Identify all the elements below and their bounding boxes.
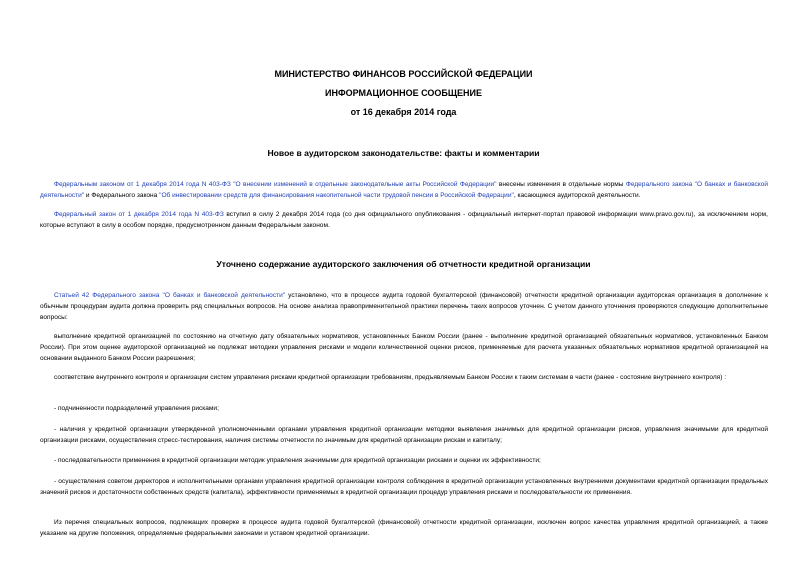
list-item: - последовательности применения в кредитной организации методик управления значимыми для кредитной организации рисками и оценки их эффективности;	[54, 457, 541, 464]
list-item: соответствие внутреннего контроля и организации систем управления рисками кредитной организации требованиям, предъявляемым Банком России к таким системам в части (ранее - состояние внутреннего контроля) :	[54, 374, 727, 381]
paragraph-text: установлено, что в процессе аудита годовой бухгалтерской (финансовой) отчетности кредитной организации аудиторская организация в дополнение к обычным процедурам аудита должна проверить ряд специальных вопросов. На основе анализа правоприменительной практики перечень таких вопросов уточнен. С учетом данного уточнения проверяются следующие дополнительные вопросы:	[40, 292, 768, 321]
law-403-link-2[interactable]: Федеральный закон от 1 декабря 2014 года N 403-ФЗ	[54, 211, 224, 218]
list-item: - наличия у кредитной организации утвержденной уполномоченными органами управления кредитной организации методики выявления значимых для кредитной организации рисков, управления значимыми для кредитной организации рисками, осуществления стресс-тестирования, наличия системы отчетности по значимым для кредитной организации рискам и капиталу;	[40, 426, 768, 444]
paragraph-text: и Федерального закона	[84, 192, 160, 199]
paragraph-text: вступил в силу 2 декабря 2014 года (со дня официального опубликования - официальный интернет-портал правовой информации www.pravo.gov.ru), за исключением норм, которые вступают в силу в особом порядке, предусмотренном данным Федеральным законом.	[40, 211, 768, 229]
ministry-heading: МИНИСТЕРСТВО ФИНАНСОВ РОССИЙСКОЙ ФЕДЕРАЦИИ	[274, 69, 533, 79]
section-title-2: Уточнено содержание аудиторского заключения об отчетности кредитной организации	[216, 259, 591, 269]
section1-paragraph-2	[40, 209, 768, 231]
section-title-1: Новое в аудиторском законодательстве: факты и комментарии	[267, 148, 540, 158]
paragraph-text: внесены изменения в отдельные нормы	[496, 181, 626, 188]
pension-law-link[interactable]: "Об инвестировании средств для финансирования накопительной части трудовой пенсии в Российской Федерации"	[159, 192, 514, 199]
section1-paragraph-1	[40, 179, 768, 201]
section2-paragraph-1	[40, 290, 768, 323]
document-type: ИНФОРМАЦИОННОЕ СООБЩЕНИЕ	[325, 88, 482, 98]
article-42-link[interactable]: Статьей 42 Федерального закона "О банках и банковской деятельности"	[54, 292, 286, 299]
law-403-link[interactable]: Федеральным законом от 1 декабря 2014 года N 403-ФЗ "О внесении изменений в отдельные законодательные акты Российской Федерации"	[54, 181, 497, 188]
list-item: выполнение кредитной организацией по состоянию на отчетную дату обязательных нормативов, установленных Банком России (ранее - выполнение кредитной организацией обязательных нормативов, установленных Банком России). При этом оценке аудиторской организацией не подлежат методики управления рисками и модели количественной оценки рисков, применяемые для расчета указанных обязательных нормативов кредитной организацией на основании выданного Банком России разрешения;	[40, 333, 768, 362]
section2-closing-paragraph: Из перечня специальных вопросов, подлежащих проверке в процессе аудита годовой бухгалтерской (финансовой) отчетности кредитной организации, исключен вопрос качества управления кредитной организацией, а также указание на другие положения, определяемые федеральными законами и уставом кредитной организации.	[40, 519, 768, 537]
paragraph-text: , касающиеся аудиторской деятельности.	[513, 192, 641, 199]
list-item: - подчиненности подразделений управления рисками;	[54, 405, 219, 412]
banking-law-link[interactable]: Федерального закона "О банках и банковской деятельности"	[40, 181, 768, 199]
list-item: - осуществления советом директоров и исполнительными органами управления кредитной организации контроля соблюдения в кредитной организации установленных внутренними документами кредитной организации предельных значений рисков и достаточности собственных средств (капитала), эффективности применяемых в кредитной организации процедур управления рисками и последовательности их применения.	[40, 478, 768, 496]
document-date: от 16 декабря 2014 года	[350, 107, 457, 117]
